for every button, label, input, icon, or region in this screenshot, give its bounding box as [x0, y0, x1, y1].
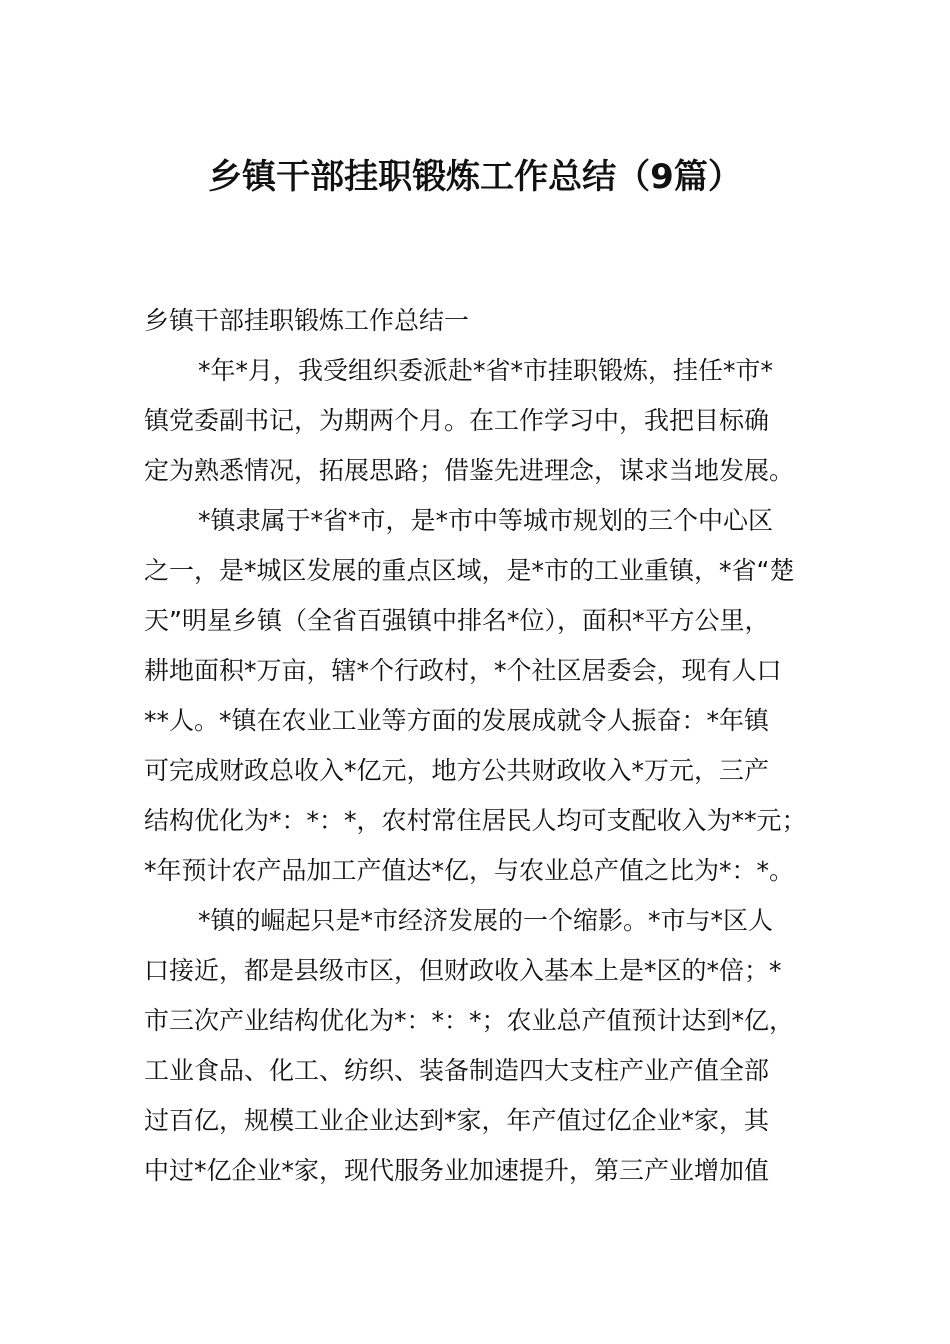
paragraph-line: 镇党委副书记，为期两个月。在工作学习中，我把目标确 [144, 406, 770, 435]
paragraph-line: 工业食品、化工、纺织、装备制造四大支柱产业产值全部 [144, 1056, 770, 1085]
document-title: 乡镇干部挂职锻炼工作总结（9篇） [208, 157, 742, 197]
paragraph-line: 过百亿，规模工业企业达到*家，年产值过亿企业*家，其 [144, 1106, 770, 1135]
paragraph-line: 天”明星乡镇（全省百强镇中排名*位），面积*平方公里， [144, 606, 770, 635]
document-body [144, 296, 824, 1196]
paragraph-3 [144, 896, 824, 1196]
paragraph-line: 市三次产业结构优化为*：*：*；农业总产值预计达到*亿， [144, 1006, 795, 1035]
paragraph-line: 结构优化为*：*：*，农村常住居民人均可支配收入为**元； [144, 806, 807, 835]
paragraph-line: 定为熟悉情况，拓展思路；借鉴先进理念，谋求当地发展。 [144, 456, 795, 485]
paragraph-line: *年*月，我受组织委派赴*省*市挂职锻炼，挂任*市* [198, 356, 774, 385]
paragraph-2 [144, 496, 824, 896]
paragraph-line: *镇的崛起只是*市经济发展的一个缩影。*市与*区人 [198, 906, 774, 935]
paragraph-line: *年预计农产品加工产值达*亿，与农业总产值之比为*：*。 [144, 856, 795, 885]
paragraph-line: **人。*镇在农业工业等方面的发展成就令人振奋：*年镇 [144, 706, 770, 735]
paragraph-line: 口接近，都是县级市区，但财政收入基本上是*区的*倍；* [144, 956, 782, 985]
paragraph-line: 中过*亿企业*家，现代服务业加速提升，第三产业增加值 [144, 1156, 770, 1185]
paragraph-1 [144, 346, 824, 496]
paragraph-line: 之一，是*城区发展的重点区域，是*市的工业重镇，*省“楚 [144, 556, 795, 585]
paragraph-line: 可完成财政总收入*亿元，地方公共财政收入*万元，三产 [144, 756, 770, 785]
paragraph-line: 耕地面积*万亩，辖*个行政村，*个社区居委会，现有人口 [144, 656, 782, 685]
paragraph-line: *镇隶属于*省*市，是*市中等城市规划的三个中心区 [198, 506, 774, 535]
section-heading: 乡镇干部挂职锻炼工作总结一 [144, 306, 470, 335]
